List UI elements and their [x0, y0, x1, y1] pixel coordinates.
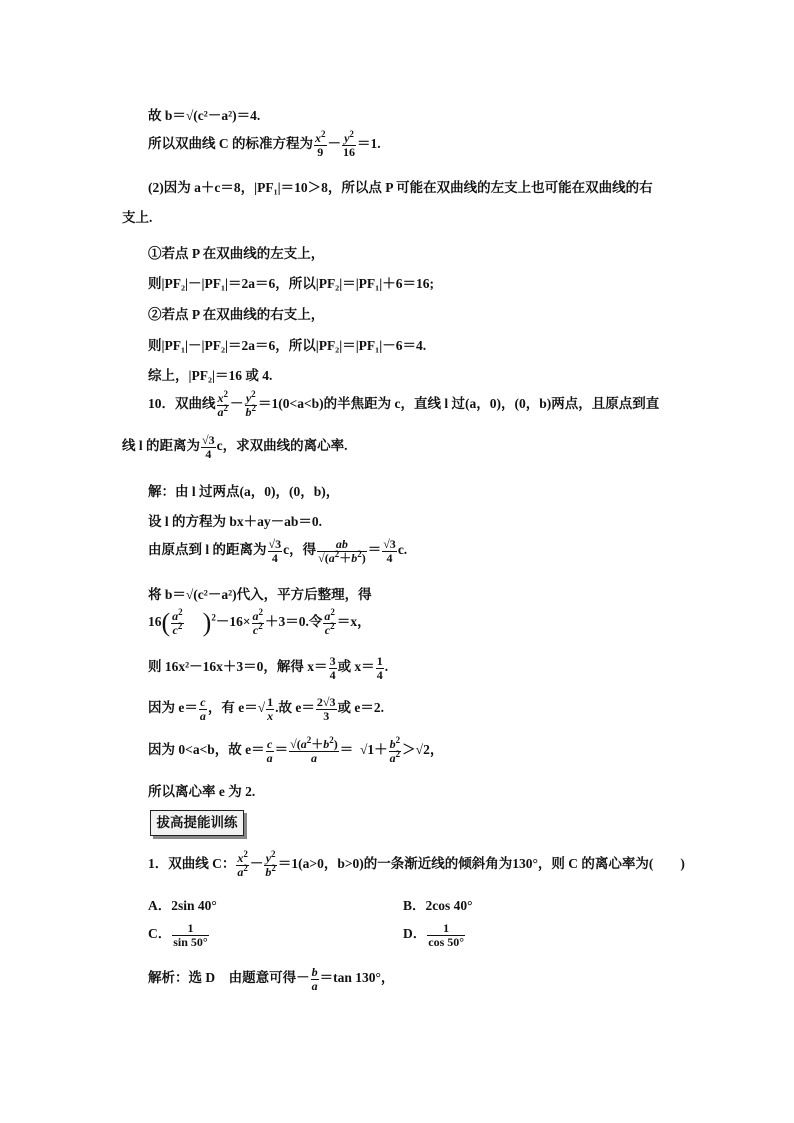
l19-eq: ＝: [339, 742, 354, 758]
l18-mid1: ，有 e＝: [207, 700, 258, 716]
l19-suffix: ＞√2，: [402, 742, 444, 758]
line-3: (2)因为 a＋c＝8，|PF₁|＝10＞8，所以点 P 可能在双曲线的左支上也可能在双曲线的右: [148, 180, 653, 195]
line-20: 所以离心率 e 为 2.: [148, 784, 256, 799]
line-5: ①若点 P 在双曲线的左支上，: [148, 246, 325, 261]
line-10: 10．双曲线 $\frac{x^2}{a^2}$ － $\frac{y^2}{b^2}$ ＝1(0<a<b)的半焦距为 c，直线 l 过(a，0)，(0，b)两点，且原点到直: [148, 389, 660, 419]
l10-suffix: ＝1(0<a<b)的半焦距为 c，直线 l 过(a，0)，(0，b)两点，且原点到直: [258, 396, 660, 412]
l17-mid: 或 x＝: [337, 659, 375, 675]
l18-mid2: .故 e＝: [275, 700, 315, 716]
l2-suffix: ＝1.: [357, 136, 381, 152]
option-a: A．2sin 40°: [148, 898, 217, 913]
l14-mid: c，得: [283, 542, 317, 558]
l16-a: 16: [148, 614, 162, 630]
option-c: C． $\frac{1}{\sin 50^\circ}$: [148, 921, 208, 949]
l10-prefix: 10．双曲线: [148, 396, 216, 412]
sol-suffix: ＝tan 130°，: [319, 970, 395, 986]
line-4: 支上.: [122, 210, 153, 225]
line-19: 因为 0<a<b，故 e＝ $\frac{c}{a}$ ＝ $\frac{√(a^2+b^2)}{a}$ ＝ √1＋ $\frac{b^2}{a^2}$ ＞√2，: [148, 735, 444, 765]
line-16: 16( $\frac{a^2}{c^2}$ )$^2$－16× $\frac{a^2}{c^2}$ ＋3＝0.令 $\frac{a^2}{c^2}$ ＝x，: [148, 607, 371, 638]
l11-suffix: c，求双曲线的离心率.: [216, 438, 348, 454]
l2-prefix: 所以双曲线 C 的标准方程为: [148, 136, 313, 152]
l16-d: ＝x，: [336, 614, 371, 630]
l17-suffix: .: [384, 659, 389, 675]
line-11: 线 l 的距离为 $\frac{√3}{4}$ c，求双曲线的离心率.: [122, 433, 348, 461]
line-7: ②若点 P 在双曲线的右支上，: [148, 307, 325, 322]
line-15: 将 b＝√(c²－a²)代入，平方后整理，得: [148, 587, 372, 602]
l14-suffix: c.: [397, 542, 408, 558]
l17-prefix: 则 16x²－16x＋3＝0，解得 x＝: [148, 659, 328, 675]
l16-c: ＋3＝0.令: [265, 614, 323, 630]
sol-prefix: 解析：选 D 由题意可得－: [148, 970, 310, 986]
l11-prefix: 线 l 的距离为: [122, 438, 201, 454]
l19-prefix: 因为 0<a<b，故 e＝: [148, 742, 265, 758]
section-badge: 拔高提能训练: [150, 810, 244, 836]
line-12: 解：由 l 过两点(a，0)，(0，b)，: [148, 484, 340, 499]
line-9: 综上，|PF₂|＝16 或 4.: [148, 368, 273, 383]
solution-line: 解析：选 D 由题意可得－ $\frac{b}{a}$ ＝tan 130°，: [148, 965, 395, 993]
option-d: D． $\frac{1}{\cos 50^\circ}$: [403, 921, 465, 949]
line-8: 则|PF₁|－|PF₂|＝2a＝6，所以|PF₂|＝|PF₁|－6＝4.: [148, 338, 427, 353]
opt-d-label: D．: [403, 926, 427, 942]
line-2: 所以双曲线 C 的标准方程为 $\frac{x^2}{9}$ － $\frac{y^2}{16}$ ＝1.: [148, 129, 381, 159]
l14-prefix: 由原点到 l 的距离为: [148, 542, 267, 558]
q1-suffix: ＝1(a>0，b>0)的一条渐近线的倾斜角为130°，则 C 的离心率为( ): [277, 856, 685, 872]
line-6: 则|PF₂|－|PF₁|＝2a＝6，所以|PF₂|＝|PF₁|＋6＝16;: [148, 276, 434, 291]
line-1: 故 b＝√(c²－a²)＝4.: [148, 108, 261, 123]
line-18: 因为 e＝ $\frac{c}{a}$ ，有 e＝√ $\frac{1}{x}$ .故 e＝ $\frac{2√3}{3}$ 或 e＝2.: [148, 695, 385, 723]
l18-prefix: 因为 e＝: [148, 700, 198, 716]
line-13: 设 l 的方程为 bx＋ay－ab＝0.: [148, 514, 323, 529]
opt-c-label: C．: [148, 926, 172, 942]
q1-prefix: 1．双曲线 C：: [148, 856, 236, 872]
l16-b: －16×: [215, 614, 251, 630]
l18-suffix: 或 e＝2.: [337, 700, 385, 716]
question-1: 1．双曲线 C： $\frac{x^2}{a^2}$ － $\frac{y^2}{b^2}$ ＝1(a>0，b>0)的一条渐近线的倾斜角为130°，则 C 的离心率为( ): [148, 849, 685, 879]
line-14: 由原点到 l 的距离为 $\frac{√3}{4}$ c，得 $\frac{ab}{√(a^2+b^2)}$ ＝ $\frac{√3}{4}$ c.: [148, 537, 408, 565]
line-17: 则 16x²－16x＋3＝0，解得 x＝ $\frac{3}{4}$ 或 x＝ $\frac{1}{4}$ .: [148, 654, 389, 682]
option-b: B．2cos 40°: [403, 898, 473, 913]
